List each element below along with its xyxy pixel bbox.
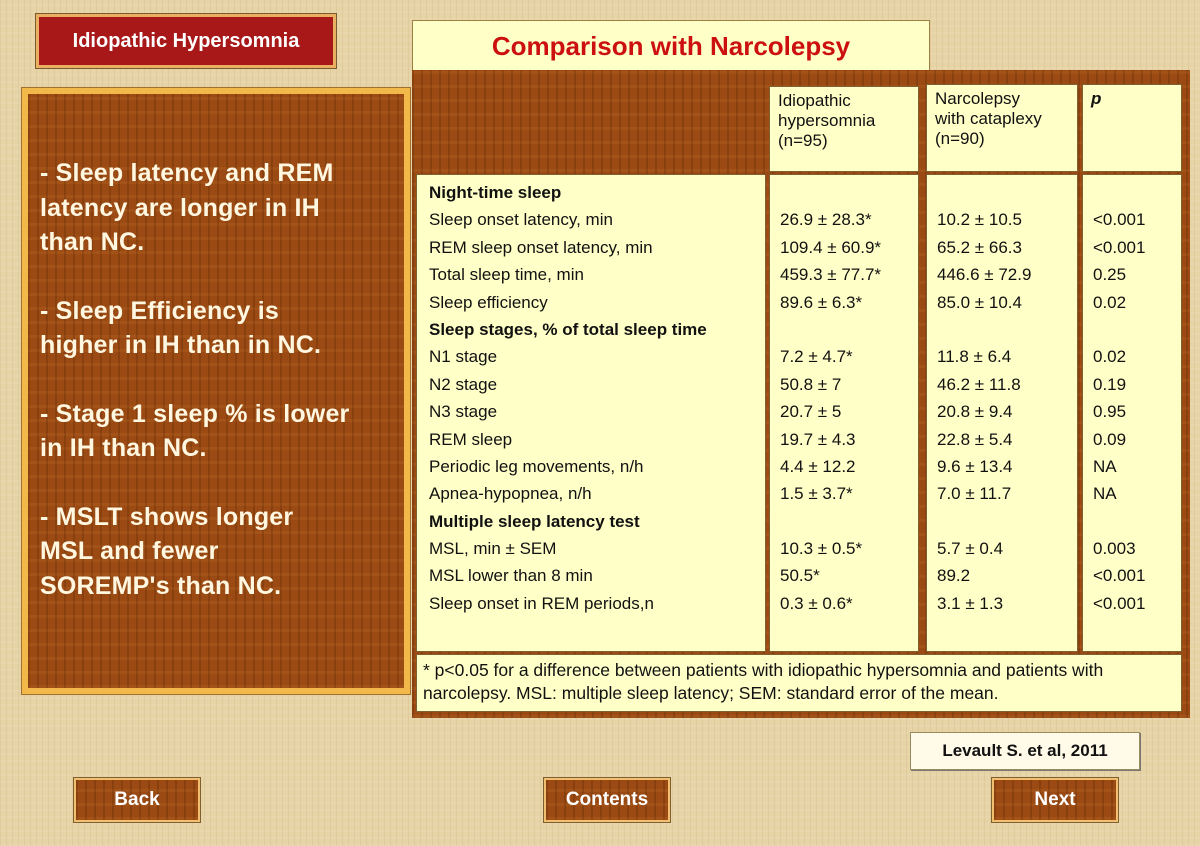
idiopathic-value: 7.2 ± 4.7* (780, 347, 853, 367)
citation-box (910, 732, 1140, 770)
section-title: Idiopathic Hypersomnia (72, 29, 300, 52)
summary-bullet: - Stage 1 sleep % is lower in IH than NC. (40, 399, 350, 462)
idiopathic-value: 0.3 ± 0.6* (780, 593, 853, 613)
header-idiopathic: Idiopathic hypersomnia (n=95) (769, 86, 919, 172)
p-value (1093, 316, 1181, 343)
narcolepsy-value: 9.6 ± 13.4 (937, 456, 1013, 476)
next-button[interactable] (992, 778, 1118, 822)
row-label: Sleep efficiency (429, 292, 548, 312)
p-value (1093, 508, 1181, 535)
header-p-value: p (1082, 84, 1182, 172)
p-value: <0.001 (1093, 566, 1146, 586)
idiopathic-value (780, 316, 918, 343)
p-value: NA (1093, 484, 1117, 504)
slide-title-text: Comparison with Narcolepsy (491, 30, 851, 61)
narcolepsy-value (937, 316, 1077, 343)
idiopathic-value: 20.7 ± 5 (780, 402, 842, 422)
narcolepsy-column (926, 174, 1078, 652)
narcolepsy-value: 446.6 ± 72.9 (937, 265, 1032, 285)
summary-bullet: - Sleep latency and REM latency are longer in IH than NC. (40, 159, 334, 256)
p-value: 0.19 (1093, 374, 1127, 394)
narcolepsy-value: 10.2 ± 10.5 (937, 210, 1022, 230)
idiopathic-value: 459.3 ± 77.7* (780, 265, 882, 285)
idiopathic-value: 10.3 ± 0.5* (780, 539, 863, 559)
citation-text: Levault S. et al, 2011 (942, 741, 1108, 760)
row-label: Night-time sleep (429, 183, 562, 202)
slide-title (412, 20, 930, 72)
idiopathic-value: 19.7 ± 4.3 (780, 429, 856, 449)
narcolepsy-value: 89.2 (937, 566, 971, 586)
idiopathic-value: 109.4 ± 60.9* (780, 237, 882, 257)
p-value: <0.001 (1093, 210, 1146, 230)
contents-button-label: Contents (565, 789, 649, 810)
narcolepsy-value: 22.8 ± 5.4 (937, 429, 1013, 449)
row-label: MSL lower than 8 min (429, 566, 593, 586)
row-label: REM sleep (429, 429, 513, 449)
row-label: N1 stage (429, 347, 498, 367)
label-column (416, 174, 766, 652)
next-button-label: Next (1034, 789, 1076, 810)
row-label: Total sleep time, min (429, 265, 584, 285)
p-value: 0.02 (1093, 347, 1127, 367)
idiopathic-value: 89.6 ± 6.3* (780, 292, 863, 312)
idiopathic-value: 4.4 ± 12.2 (780, 456, 856, 476)
row-label: Multiple sleep latency test (429, 511, 640, 531)
p-value: 0.02 (1093, 292, 1127, 312)
row-label: MSL, min ± SEM (429, 539, 557, 559)
table-footnote: * p<0.05 for a difference between patients with idiopathic hypersomnia and patients with narcolepsy. MSL: multiple sleep latency; SEM: standard error of the mean. (416, 654, 1182, 712)
row-label: Periodic leg movements, n/h (429, 456, 644, 476)
summary-bullet: - Sleep Efficiency is higher in IH than in NC. (40, 296, 322, 359)
p-value-column (1082, 174, 1182, 652)
narcolepsy-value: 3.1 ± 1.3 (937, 593, 1004, 613)
row-label: REM sleep onset latency, min (429, 237, 653, 257)
p-value: <0.001 (1093, 593, 1146, 613)
narcolepsy-value: 5.7 ± 0.4 (937, 539, 1004, 559)
row-label: Sleep onset in REM periods,n (429, 593, 654, 613)
section-title-badge (36, 14, 336, 68)
p-value: 0.95 (1093, 402, 1127, 422)
contents-button[interactable] (544, 778, 670, 822)
row-label: Sleep stages, % of total sleep time (429, 319, 707, 339)
idiopathic-value: 50.5* (780, 566, 820, 586)
row-label: Sleep onset latency, min (429, 210, 613, 230)
p-value: 0.09 (1093, 429, 1127, 449)
header-narcolepsy: Narcolepsy with cataplexy (n=90) (926, 84, 1078, 172)
narcolepsy-value: 85.0 ± 10.4 (937, 292, 1022, 312)
row-label: N3 stage (429, 402, 498, 422)
narcolepsy-value: 7.0 ± 11.7 (937, 484, 1012, 504)
idiopathic-column (769, 174, 919, 652)
summary-panel (22, 88, 410, 694)
row-label: Apnea-hypopnea, n/h (429, 484, 592, 504)
p-value: <0.001 (1093, 237, 1146, 257)
p-value: 0.25 (1093, 265, 1127, 285)
back-button[interactable] (74, 778, 200, 822)
comparison-table (412, 70, 1190, 718)
back-button-label: Back (114, 789, 160, 810)
row-label: N2 stage (429, 374, 498, 394)
idiopathic-value: 50.8 ± 7 (780, 374, 842, 394)
narcolepsy-value: 65.2 ± 66.3 (937, 237, 1022, 257)
p-value: NA (1093, 456, 1117, 476)
idiopathic-value: 26.9 ± 28.3* (780, 210, 872, 230)
p-value: 0.003 (1093, 539, 1136, 559)
idiopathic-value: 1.5 ± 3.7* (780, 484, 853, 504)
narcolepsy-value: 20.8 ± 9.4 (937, 402, 1013, 422)
narcolepsy-value: 11.8 ± 6.4 (937, 347, 1012, 367)
idiopathic-value (780, 508, 918, 535)
narcolepsy-value (937, 508, 1077, 535)
narcolepsy-value: 46.2 ± 11.8 (937, 374, 1021, 394)
summary-bullet: - MSLT shows longer MSL and fewer SOREMP's than NC. (40, 502, 294, 600)
